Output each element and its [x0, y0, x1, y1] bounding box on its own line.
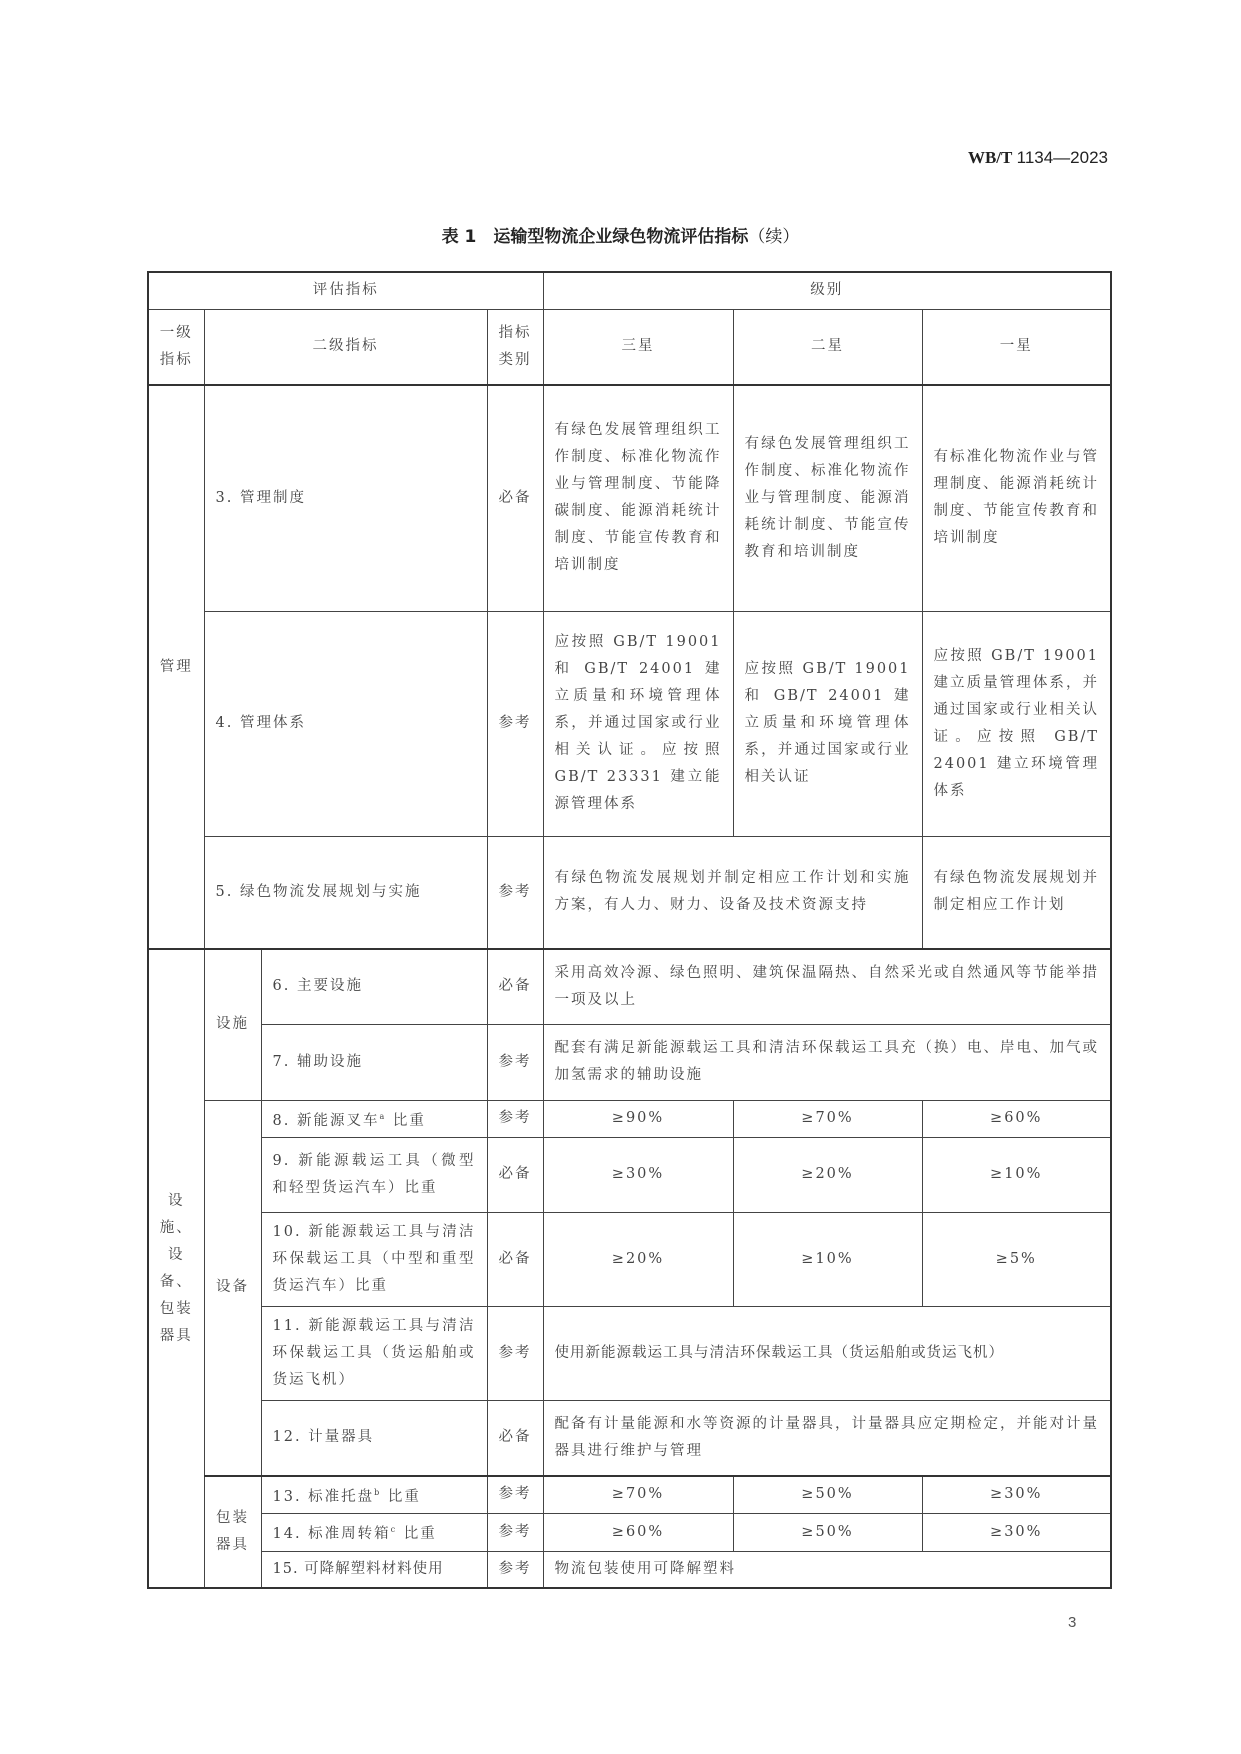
table-row	[148, 1551, 1111, 1588]
one-star-value: ≥30%	[922, 1476, 1111, 1513]
table-row	[148, 1400, 1111, 1476]
table-row	[148, 1476, 1111, 1513]
one-star-value: ≥30%	[922, 1513, 1111, 1551]
indicator-category: 参考	[487, 1513, 543, 1551]
three-two-star-value: 有绿色物流发展规划并制定相应工作计划和实施方案，有人力、财力、设备及技术资源支持	[543, 836, 922, 949]
indicator-name: 11. 新能源载运工具与清洁环保载运工具（货运船舶或货运飞机）	[261, 1306, 487, 1400]
header-indicators: 评估指标	[148, 272, 543, 309]
indicator-category: 必备	[487, 385, 543, 611]
indicator-name: 10. 新能源载运工具与清洁环保载运工具（中型和重型货运汽车）比重	[261, 1212, 487, 1306]
table-title-main: 表 1 运输型物流企业绿色物流评估指标	[441, 227, 749, 247]
all-levels-value: 配套有满足新能源载运工具和清洁环保载运工具充（换）电、岸电、加气或加氢需求的辅助设施	[543, 1024, 1111, 1100]
table-title	[0, 222, 1241, 247]
table-row	[148, 1212, 1111, 1306]
subsection-facilities: 设施	[204, 949, 261, 1100]
one-star-value: 有绿色物流发展规划并制定相应工作计划	[922, 836, 1111, 949]
header-level2: 二级指标	[204, 309, 487, 385]
all-levels-value: 使用新能源载运工具与清洁环保载运工具（货运船舶或货运飞机）	[543, 1306, 1111, 1400]
table-row	[148, 1513, 1111, 1551]
table-row	[148, 1100, 1111, 1137]
two-star-value: 有绿色发展管理组织工作制度、标准化物流作业与管理制度、能源消耗统计制度、节能宣传教育和培训制度	[733, 385, 922, 611]
two-star-value: ≥50%	[733, 1476, 922, 1513]
one-star-value: ≥60%	[922, 1100, 1111, 1137]
indicator-category: 必备	[487, 1137, 543, 1212]
page-number: 3	[1068, 1614, 1077, 1631]
two-star-value: ≥70%	[733, 1100, 922, 1137]
three-star-value: 有绿色发展管理组织工作制度、标准化物流作业与管理制度、节能降碳制度、能源消耗统计制度、节能宣传教育和培训制度	[543, 385, 733, 611]
indicator-name: 3. 管理制度	[204, 385, 487, 611]
standard-code	[968, 148, 1108, 168]
table-row	[148, 1306, 1111, 1400]
indicator-name	[261, 1513, 487, 1551]
table-group-header-row	[148, 272, 1111, 309]
indicator-name	[261, 1476, 487, 1513]
indicator-category: 参考	[487, 836, 543, 949]
section-facilities: 设施、设备、包装器具	[148, 949, 204, 1588]
two-star-value: ≥50%	[733, 1513, 922, 1551]
three-star-value: 应按照 GB/T 19001 和 GB/T 24001 建立质量和环境管理体系，并通过国家或行业相关认证。应按照 GB/T 23331 建立能源管理体系	[543, 611, 733, 836]
two-star-value: ≥20%	[733, 1137, 922, 1212]
three-star-value: ≥30%	[543, 1137, 733, 1212]
header-levels: 级别	[543, 272, 1111, 309]
all-levels-value: 配备有计量能源和水等资源的计量器具，计量器具应定期检定，并能对计量器具进行维护与管理	[543, 1400, 1111, 1476]
one-star-value: ≥5%	[922, 1212, 1111, 1306]
indicator-name-text: 14. 标准周转箱	[272, 1525, 391, 1542]
table-row	[148, 611, 1111, 836]
three-star-value: ≥20%	[543, 1212, 733, 1306]
footnote-mark: c	[390, 1525, 398, 1535]
indicator-category: 参考	[487, 611, 543, 836]
one-star-value: 有标准化物流作业与管理制度、能源消耗统计制度、节能宣传教育和培训制度	[922, 385, 1111, 611]
standard-prefix: WB/T	[967, 148, 1013, 167]
indicator-name-suffix: 比重	[386, 1112, 426, 1129]
indicator-category: 必备	[487, 1400, 543, 1476]
standard-number: 1134—2023	[1016, 148, 1108, 167]
table-title-continued: （续）	[748, 227, 800, 247]
indicator-name-text: 13. 标准托盘	[272, 1488, 375, 1505]
three-star-value: ≥60%	[543, 1513, 733, 1551]
indicator-name: 4. 管理体系	[204, 611, 487, 836]
header-level1: 一级指标	[148, 309, 204, 385]
indicator-category: 参考	[487, 1476, 543, 1513]
table-row	[148, 836, 1111, 949]
one-star-value: ≥10%	[922, 1137, 1111, 1212]
indicator-name: 6. 主要设施	[261, 949, 487, 1024]
two-star-value: 应按照 GB/T 19001 和 GB/T 24001 建立质量和环境管理体系，并通过国家或行业相关认证	[733, 611, 922, 836]
three-star-value: ≥90%	[543, 1100, 733, 1137]
indicator-name-text: 8. 新能源叉车	[272, 1112, 380, 1129]
header-two-star: 二星	[733, 309, 922, 385]
indicator-name: 7. 辅助设施	[261, 1024, 487, 1100]
all-levels-value: 物流包装使用可降解塑料	[543, 1551, 1111, 1588]
evaluation-table	[147, 271, 1112, 1589]
two-star-value: ≥10%	[733, 1212, 922, 1306]
indicator-name: 9. 新能源载运工具（微型和轻型货运汽车）比重	[261, 1137, 487, 1212]
footnote-mark: b	[374, 1487, 382, 1497]
footnote-mark: a	[379, 1111, 387, 1121]
indicator-name: 12. 计量器具	[261, 1400, 487, 1476]
three-star-value: ≥70%	[543, 1476, 733, 1513]
table-row	[148, 1024, 1111, 1100]
indicator-name: 5. 绿色物流发展规划与实施	[204, 836, 487, 949]
one-star-value: 应按照 GB/T 19001 建立质量管理体系，并通过国家或行业相关认证。应按照 GB/T 24001 建立环境管理体系	[922, 611, 1111, 836]
indicator-name-suffix: 比重	[397, 1525, 437, 1542]
table-row	[148, 949, 1111, 1024]
indicator-category: 必备	[487, 1212, 543, 1306]
header-three-star: 三星	[543, 309, 733, 385]
section-management: 管理	[148, 385, 204, 949]
subsection-packaging: 包装器具	[204, 1476, 261, 1588]
indicator-category: 参考	[487, 1306, 543, 1400]
indicator-category: 参考	[487, 1024, 543, 1100]
table-column-header-row	[148, 309, 1111, 385]
table-row	[148, 1137, 1111, 1212]
header-category: 指标类别	[487, 309, 543, 385]
table-row	[148, 385, 1111, 611]
indicator-name	[261, 1100, 487, 1137]
all-levels-value: 采用高效冷源、绿色照明、建筑保温隔热、自然采光或自然通风等节能举措一项及以上	[543, 949, 1111, 1024]
indicator-category: 参考	[487, 1100, 543, 1137]
indicator-name-suffix: 比重	[381, 1488, 421, 1505]
indicator-category: 必备	[487, 949, 543, 1024]
subsection-equipment: 设备	[204, 1100, 261, 1476]
indicator-name: 15. 可降解塑料材料使用	[261, 1551, 487, 1588]
header-one-star: 一星	[922, 309, 1111, 385]
indicator-category: 参考	[487, 1551, 543, 1588]
